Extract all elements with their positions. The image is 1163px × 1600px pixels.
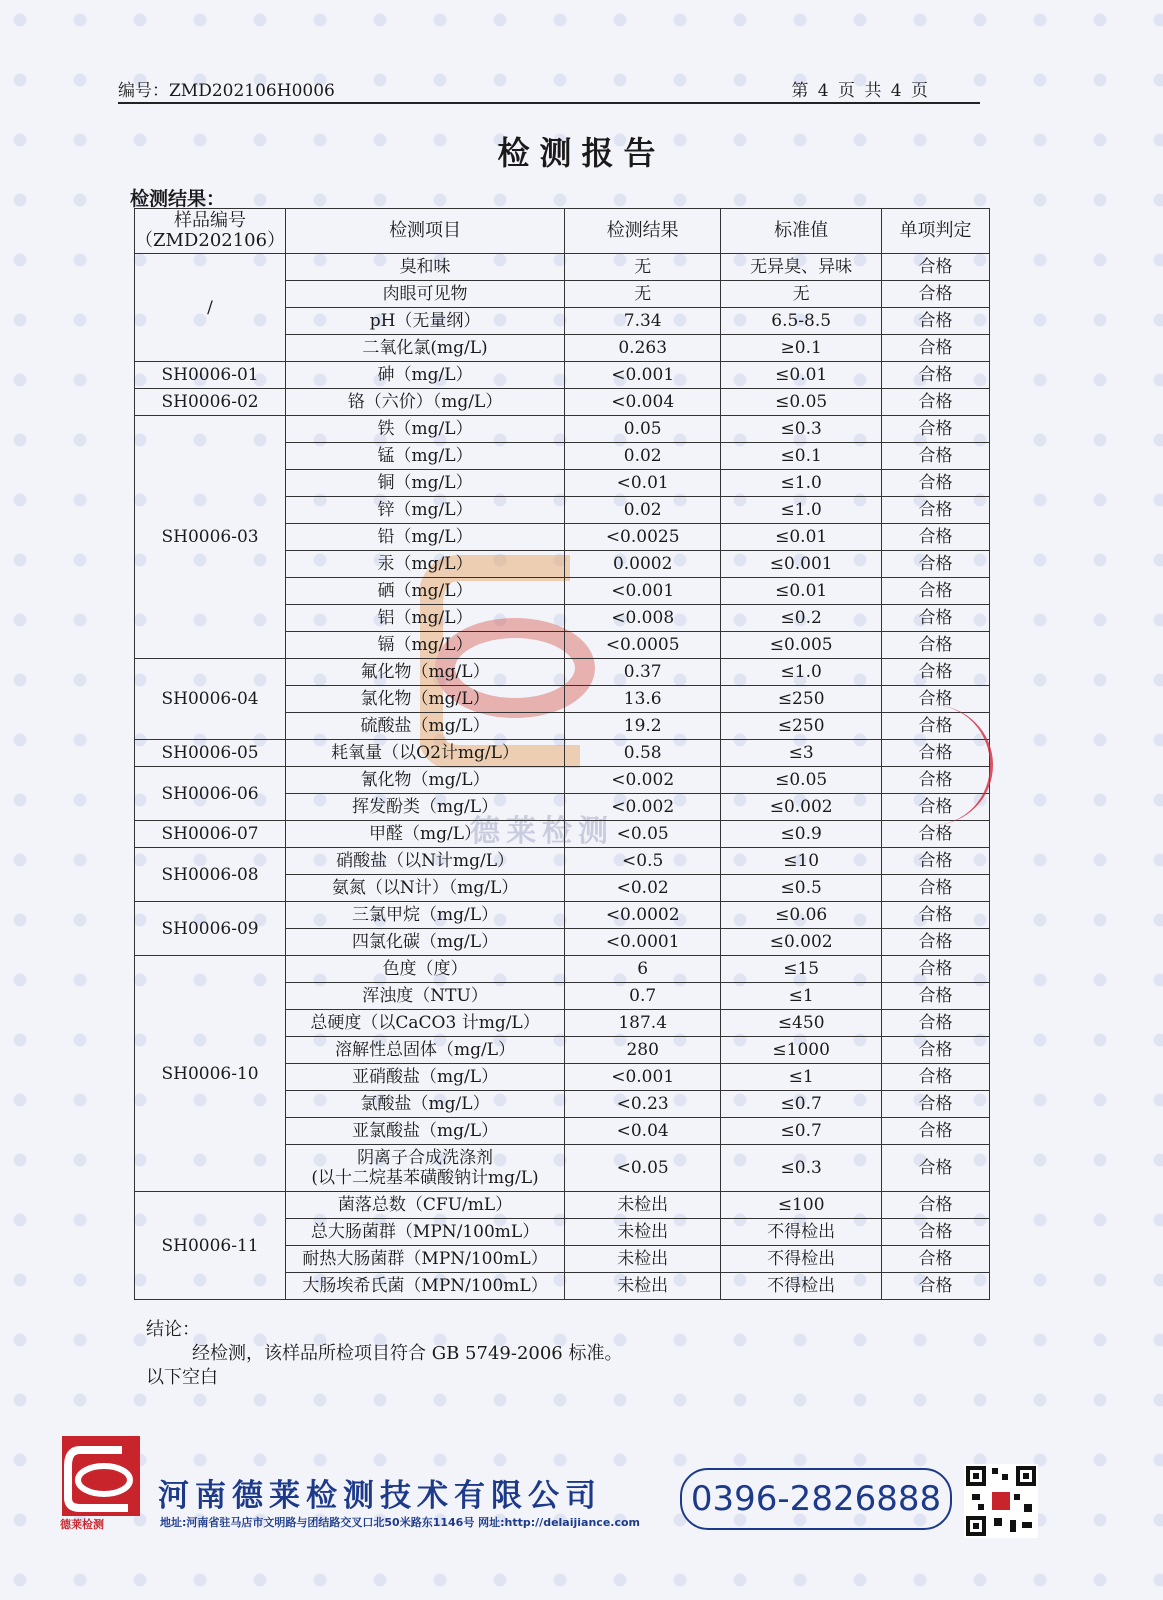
judgement-cell: 合格 xyxy=(881,335,989,362)
test-item-cell: 亚硝酸盐（mg/L） xyxy=(286,1064,565,1091)
result-cell: 0.7 xyxy=(565,983,721,1010)
header-result: 检测结果 xyxy=(565,209,721,254)
standard-cell: ≤0.01 xyxy=(721,524,882,551)
header-sample-id: 样品编号 （ZMD202106） xyxy=(135,209,286,254)
judgement-cell: 合格 xyxy=(881,902,989,929)
sample-id-cell: / xyxy=(135,254,286,362)
result-cell: 0.0002 xyxy=(565,551,721,578)
phone-number: 0396-2826888 xyxy=(680,1468,952,1530)
results-table xyxy=(134,208,990,1300)
result-cell: <0.05 xyxy=(565,1145,721,1192)
judgement-cell: 合格 xyxy=(881,1273,989,1300)
sample-id-cell: SH0006-02 xyxy=(135,389,286,416)
standard-cell: ≤0.002 xyxy=(721,794,882,821)
test-item-cell: 硒（mg/L） xyxy=(286,578,565,605)
judgement-cell: 合格 xyxy=(881,551,989,578)
sample-id-cell: SH0006-08 xyxy=(135,848,286,902)
test-item-cell: 氯酸盐（mg/L） xyxy=(286,1091,565,1118)
test-item-cell: 二氧化氯(mg/L) xyxy=(286,335,565,362)
test-item-cell: 汞（mg/L） xyxy=(286,551,565,578)
judgement-cell: 合格 xyxy=(881,470,989,497)
standard-cell: ≤1000 xyxy=(721,1037,882,1064)
standard-cell: ≤450 xyxy=(721,1010,882,1037)
result-cell: 未检出 xyxy=(565,1192,721,1219)
judgement-cell: 合格 xyxy=(881,1145,989,1192)
test-item-cell: 总大肠菌群（MPN/100mL） xyxy=(286,1219,565,1246)
test-item-cell: 铅（mg/L） xyxy=(286,524,565,551)
judgement-cell: 合格 xyxy=(881,605,989,632)
result-cell: <0.002 xyxy=(565,794,721,821)
judgement-cell: 合格 xyxy=(881,1064,989,1091)
judgement-cell: 合格 xyxy=(881,524,989,551)
standard-cell: ≤0.06 xyxy=(721,902,882,929)
table-row xyxy=(135,767,990,794)
result-cell: <0.001 xyxy=(565,1064,721,1091)
standard-cell: ≤0.3 xyxy=(721,416,882,443)
results-body xyxy=(135,254,990,1300)
result-cell: <0.004 xyxy=(565,389,721,416)
judgement-cell: 合格 xyxy=(881,1246,989,1273)
result-cell: <0.5 xyxy=(565,848,721,875)
standard-cell: 不得检出 xyxy=(721,1273,882,1300)
table-row xyxy=(135,362,990,389)
table-row xyxy=(135,956,990,983)
standard-cell: ≤250 xyxy=(721,686,882,713)
table-row xyxy=(135,1192,990,1219)
result-cell: <0.02 xyxy=(565,875,721,902)
test-item-cell: 浑浊度（NTU） xyxy=(286,983,565,1010)
judgement-cell: 合格 xyxy=(881,1037,989,1064)
standard-cell: ≤0.9 xyxy=(721,821,882,848)
result-cell: <0.001 xyxy=(565,362,721,389)
sample-id-cell: SH0006-01 xyxy=(135,362,286,389)
test-item-cell: 亚氯酸盐（mg/L） xyxy=(286,1118,565,1145)
standard-cell: ≤0.5 xyxy=(721,875,882,902)
table-row xyxy=(135,848,990,875)
header-test-item: 检测项目 xyxy=(286,209,565,254)
result-cell: 未检出 xyxy=(565,1273,721,1300)
test-item-cell: 硫酸盐（mg/L） xyxy=(286,713,565,740)
standard-cell: ≤1.0 xyxy=(721,659,882,686)
test-item-cell: 菌落总数（CFU/mL） xyxy=(286,1192,565,1219)
test-item-cell: 大肠埃希氏菌（MPN/100mL） xyxy=(286,1273,565,1300)
standard-cell: ≤0.01 xyxy=(721,578,882,605)
judgement-cell: 合格 xyxy=(881,875,989,902)
report-number: 编号：ZMD202106H0006 xyxy=(118,81,335,101)
standard-cell: ≤0.05 xyxy=(721,767,882,794)
judgement-cell: 合格 xyxy=(881,821,989,848)
sample-id-cell: SH0006-04 xyxy=(135,659,286,740)
judgement-cell: 合格 xyxy=(881,686,989,713)
result-cell: 未检出 xyxy=(565,1219,721,1246)
test-item-cell: 氰化物（mg/L） xyxy=(286,767,565,794)
standard-cell: 不得检出 xyxy=(721,1246,882,1273)
test-item-cell: 铬（六价）（mg/L） xyxy=(286,389,565,416)
test-item-cell: 镉（mg/L） xyxy=(286,632,565,659)
result-cell: 187.4 xyxy=(565,1010,721,1037)
result-cell: 0.05 xyxy=(565,416,721,443)
standard-cell: ≤100 xyxy=(721,1192,882,1219)
table-row xyxy=(135,821,990,848)
standard-cell: ≤1.0 xyxy=(721,497,882,524)
result-cell: <0.008 xyxy=(565,605,721,632)
judgement-cell: 合格 xyxy=(881,713,989,740)
result-cell: <0.0005 xyxy=(565,632,721,659)
conclusion-text: 经检测，该样品所检项目符合 GB 5749-2006 标准。 xyxy=(192,1343,623,1364)
conclusion-block xyxy=(146,1318,622,1390)
standard-cell: ≤0.7 xyxy=(721,1091,882,1118)
result-cell: 19.2 xyxy=(565,713,721,740)
judgement-cell: 合格 xyxy=(881,740,989,767)
judgement-cell: 合格 xyxy=(881,362,989,389)
standard-cell: ≤3 xyxy=(721,740,882,767)
result-cell: 280 xyxy=(565,1037,721,1064)
company-name: 河南德莱检测技术有限公司 xyxy=(158,1478,602,1514)
judgement-cell: 合格 xyxy=(881,794,989,821)
standard-cell: ≤10 xyxy=(721,848,882,875)
standard-cell: ≤0.05 xyxy=(721,389,882,416)
result-cell: <0.0002 xyxy=(565,902,721,929)
sample-id-cell: SH0006-10 xyxy=(135,956,286,1192)
test-item-cell: 总硬度（以CaCO3 计mg/L） xyxy=(286,1010,565,1037)
standard-cell: 无 xyxy=(721,281,882,308)
standard-cell: ≤0.002 xyxy=(721,929,882,956)
standard-cell: 不得检出 xyxy=(721,1219,882,1246)
result-cell: <0.001 xyxy=(565,578,721,605)
standard-cell: ≤15 xyxy=(721,956,882,983)
sample-id-cell: SH0006-07 xyxy=(135,821,286,848)
standard-cell: ≤1 xyxy=(721,983,882,1010)
judgement-cell: 合格 xyxy=(881,659,989,686)
result-cell: 无 xyxy=(565,281,721,308)
test-item-cell: 四氯化碳（mg/L） xyxy=(286,929,565,956)
judgement-cell: 合格 xyxy=(881,929,989,956)
result-cell: 未检出 xyxy=(565,1246,721,1273)
table-header-row xyxy=(135,209,990,254)
standard-cell: ≤0.005 xyxy=(721,632,882,659)
sample-id-cell: SH0006-06 xyxy=(135,767,286,821)
judgement-cell: 合格 xyxy=(881,1118,989,1145)
standard-cell: ≤0.2 xyxy=(721,605,882,632)
qr-code-icon xyxy=(964,1464,1038,1538)
standard-cell: 6.5-8.5 xyxy=(721,308,882,335)
test-item-cell: 铁（mg/L） xyxy=(286,416,565,443)
test-item-cell: 砷（mg/L） xyxy=(286,362,565,389)
judgement-cell: 合格 xyxy=(881,308,989,335)
section-label: 检测结果： xyxy=(130,188,226,210)
result-cell: <0.01 xyxy=(565,470,721,497)
result-cell: <0.04 xyxy=(565,1118,721,1145)
test-item-cell: 甲醛（mg/L） xyxy=(286,821,565,848)
judgement-cell: 合格 xyxy=(881,1219,989,1246)
sample-id-cell: SH0006-11 xyxy=(135,1192,286,1300)
result-cell: 0.58 xyxy=(565,740,721,767)
table-row xyxy=(135,902,990,929)
standard-cell: ≤0.3 xyxy=(721,1145,882,1192)
test-item-cell: 锌（mg/L） xyxy=(286,497,565,524)
test-item-cell: 硝酸盐（以N计mg/L） xyxy=(286,848,565,875)
judgement-cell: 合格 xyxy=(881,1192,989,1219)
test-item-cell: 铜（mg/L） xyxy=(286,470,565,497)
sample-id-cell: SH0006-05 xyxy=(135,740,286,767)
test-item-cell: 臭和味 xyxy=(286,254,565,281)
standard-cell: ≤1.0 xyxy=(721,470,882,497)
standard-cell: ≤250 xyxy=(721,713,882,740)
test-item-cell: 氨氮（以N计）（mg/L） xyxy=(286,875,565,902)
judgement-cell: 合格 xyxy=(881,632,989,659)
result-cell: <0.0001 xyxy=(565,929,721,956)
result-cell: 0.37 xyxy=(565,659,721,686)
logo-caption: 德莱检测 xyxy=(60,1518,104,1531)
test-item-cell: 三氯甲烷（mg/L） xyxy=(286,902,565,929)
judgement-cell: 合格 xyxy=(881,281,989,308)
test-item-cell: 耗氧量（以O2计mg/L） xyxy=(286,740,565,767)
result-cell: <0.002 xyxy=(565,767,721,794)
table-row xyxy=(135,416,990,443)
conclusion-label: 结论： xyxy=(146,1319,200,1340)
result-cell: 13.6 xyxy=(565,686,721,713)
test-item-cell: 氟化物（mg/L） xyxy=(286,659,565,686)
test-item-cell: 挥发酚类（mg/L） xyxy=(286,794,565,821)
judgement-cell: 合格 xyxy=(881,767,989,794)
test-item-cell: 氯化物（mg/L） xyxy=(286,686,565,713)
company-address: 地址:河南省驻马店市文明路与团结路交叉口北50米路东1146号 网址:http://delaijiance.com xyxy=(160,1516,640,1529)
test-item-cell: 锰（mg/L） xyxy=(286,443,565,470)
test-item-cell: 色度（度） xyxy=(286,956,565,983)
judgement-cell: 合格 xyxy=(881,578,989,605)
judgement-cell: 合格 xyxy=(881,497,989,524)
sample-id-cell: SH0006-09 xyxy=(135,902,286,956)
result-cell: <0.05 xyxy=(565,821,721,848)
judgement-cell: 合格 xyxy=(881,1010,989,1037)
standard-cell: ≥0.1 xyxy=(721,335,882,362)
judgement-cell: 合格 xyxy=(881,1091,989,1118)
standard-cell: 无异臭、异味 xyxy=(721,254,882,281)
table-row xyxy=(135,389,990,416)
standard-cell: ≤0.1 xyxy=(721,443,882,470)
judgement-cell: 合格 xyxy=(881,848,989,875)
header-standard: 标准值 xyxy=(721,209,882,254)
test-item-cell: pH（无量纲） xyxy=(286,308,565,335)
standard-cell: ≤1 xyxy=(721,1064,882,1091)
table-row xyxy=(135,740,990,767)
result-cell: 无 xyxy=(565,254,721,281)
result-cell: 6 xyxy=(565,956,721,983)
table-row xyxy=(135,659,990,686)
judgement-cell: 合格 xyxy=(881,983,989,1010)
judgement-cell: 合格 xyxy=(881,443,989,470)
judgement-cell: 合格 xyxy=(881,956,989,983)
result-cell: <0.23 xyxy=(565,1091,721,1118)
table-row xyxy=(135,254,990,281)
test-item-cell: 阴离子合成洗涤剂 (以十二烷基苯磺酸钠计mg/L) xyxy=(286,1145,565,1192)
standard-cell: ≤0.001 xyxy=(721,551,882,578)
standard-cell: ≤0.7 xyxy=(721,1118,882,1145)
result-cell: 0.263 xyxy=(565,335,721,362)
header-judgement: 单项判定 xyxy=(881,209,989,254)
blank-note: 以下空白 xyxy=(146,1367,218,1388)
sample-id-cell: SH0006-03 xyxy=(135,416,286,659)
page-info: 第 4 页 共 4 页 xyxy=(791,81,930,101)
judgement-cell: 合格 xyxy=(881,389,989,416)
result-cell: 0.02 xyxy=(565,443,721,470)
report-title: 检测报告 xyxy=(497,134,666,172)
result-cell: 7.34 xyxy=(565,308,721,335)
judgement-cell: 合格 xyxy=(881,254,989,281)
test-item-cell: 耐热大肠菌群（MPN/100mL） xyxy=(286,1246,565,1273)
standard-cell: ≤0.01 xyxy=(721,362,882,389)
watermark-text: 德莱检测 xyxy=(470,814,614,849)
result-cell: 0.02 xyxy=(565,497,721,524)
test-item-cell: 铝（mg/L） xyxy=(286,605,565,632)
test-item-cell: 溶解性总固体（mg/L） xyxy=(286,1037,565,1064)
judgement-cell: 合格 xyxy=(881,416,989,443)
test-item-cell: 肉眼可见物 xyxy=(286,281,565,308)
result-cell: <0.0025 xyxy=(565,524,721,551)
report-header xyxy=(118,76,980,104)
